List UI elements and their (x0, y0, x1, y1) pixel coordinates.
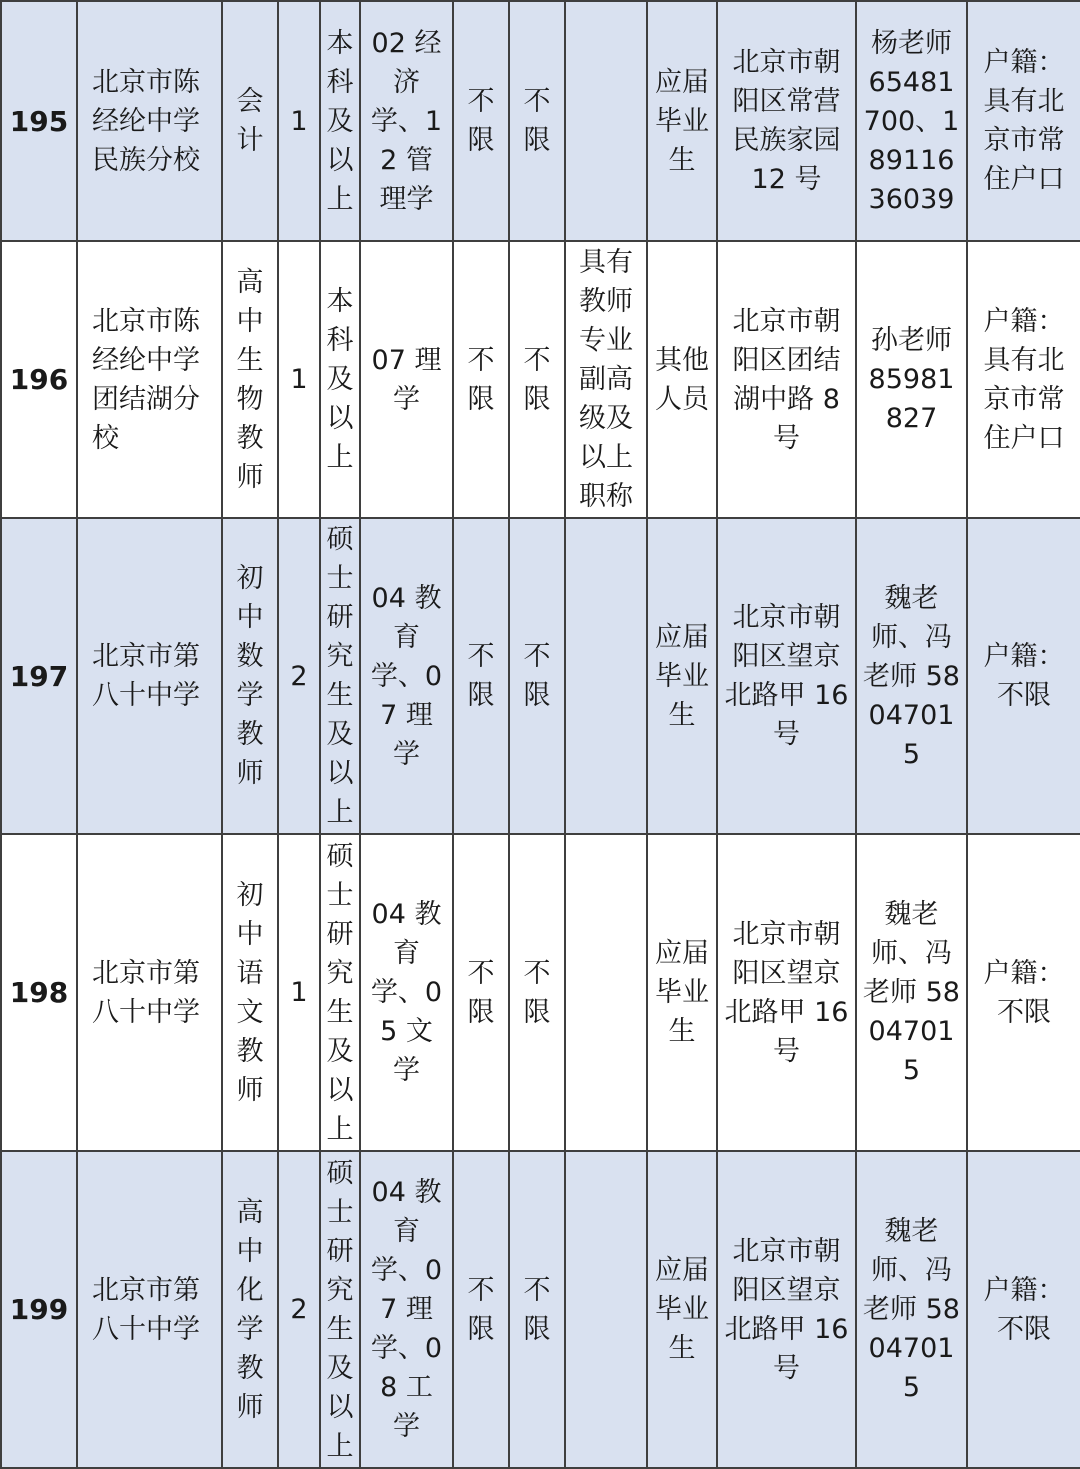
hire-count: 1 (278, 834, 320, 1151)
requirement-unrestricted-b: 不限 (509, 834, 565, 1151)
hire-count: 2 (278, 518, 320, 834)
position-name: 初中数学教师 (222, 518, 278, 834)
school-name: 北京市陈经纶中学团结湖分校 (77, 241, 222, 518)
hire-count: 1 (278, 241, 320, 518)
school-address: 北京市朝阳区望京北路甲 16 号 (717, 834, 856, 1151)
school-name: 北京市第八十中学 (77, 834, 222, 1151)
requirement-unrestricted-b: 不限 (509, 518, 565, 834)
school-address: 北京市朝阳区望京北路甲 16 号 (717, 1151, 856, 1468)
hukou-requirement: 户籍：不限 (967, 1151, 1080, 1468)
other-requirement (565, 834, 647, 1151)
education-requirement: 硕士研究生及以上 (320, 1151, 360, 1468)
contact-info: 孙老师 85981827 (856, 241, 967, 518)
major-requirement: 02 经济学、12 管理学 (360, 1, 453, 241)
hukou-requirement: 户籍：不限 (967, 834, 1080, 1151)
other-requirement (565, 518, 647, 834)
school-address: 北京市朝阳区常营民族家园 12 号 (717, 1, 856, 241)
applicant-type: 其他人员 (647, 241, 717, 518)
major-requirement: 04 教育学、07 理学、08 工学 (360, 1151, 453, 1468)
row-id: 195 (1, 1, 77, 241)
school-address: 北京市朝阳区望京北路甲 16 号 (717, 518, 856, 834)
school-name: 北京市陈经纶中学民族分校 (77, 1, 222, 241)
hukou-requirement: 户籍：具有北京市常住户口 (967, 1, 1080, 241)
major-requirement: 04 教育学、07 理学 (360, 518, 453, 834)
contact-info: 杨老师 65481700、18911636039 (856, 1, 967, 241)
requirement-unrestricted-a: 不限 (453, 834, 509, 1151)
school-name: 北京市第八十中学 (77, 1151, 222, 1468)
requirement-unrestricted-a: 不限 (453, 518, 509, 834)
contact-info: 魏老师、冯老师 58047015 (856, 518, 967, 834)
row-id: 197 (1, 518, 77, 834)
education-requirement: 硕士研究生及以上 (320, 834, 360, 1151)
requirement-unrestricted-b: 不限 (509, 1151, 565, 1468)
table-row (1, 1151, 1080, 1468)
applicant-type: 应届毕业生 (647, 834, 717, 1151)
contact-info: 魏老师、冯老师 58047015 (856, 1151, 967, 1468)
school-name: 北京市第八十中学 (77, 518, 222, 834)
major-requirement: 04 教育学、05 文学 (360, 834, 453, 1151)
hire-count: 2 (278, 1151, 320, 1468)
education-requirement: 本科及以上 (320, 241, 360, 518)
education-requirement: 本科及以上 (320, 1, 360, 241)
row-id: 198 (1, 834, 77, 1151)
applicant-type: 应届毕业生 (647, 1, 717, 241)
requirement-unrestricted-a: 不限 (453, 1151, 509, 1468)
table-row (1, 834, 1080, 1151)
other-requirement (565, 1, 647, 241)
requirement-unrestricted-b: 不限 (509, 1, 565, 241)
applicant-type: 应届毕业生 (647, 1151, 717, 1468)
table-row (1, 1, 1080, 241)
education-requirement: 硕士研究生及以上 (320, 518, 360, 834)
requirement-unrestricted-a: 不限 (453, 1, 509, 241)
hukou-requirement: 户籍：具有北京市常住户口 (967, 241, 1080, 518)
position-name: 初中语文教师 (222, 834, 278, 1151)
requirement-unrestricted-b: 不限 (509, 241, 565, 518)
row-id: 196 (1, 241, 77, 518)
other-requirement (565, 1151, 647, 1468)
requirement-unrestricted-a: 不限 (453, 241, 509, 518)
major-requirement: 07 理学 (360, 241, 453, 518)
other-requirement: 具有教师专业副高级及以上职称 (565, 241, 647, 518)
position-name: 高中生物教师 (222, 241, 278, 518)
hukou-requirement: 户籍：不限 (967, 518, 1080, 834)
contact-info: 魏老师、冯老师 58047015 (856, 834, 967, 1151)
table-row (1, 241, 1080, 518)
row-id: 199 (1, 1151, 77, 1468)
table-row (1, 518, 1080, 834)
school-address: 北京市朝阳区团结湖中路 8 号 (717, 241, 856, 518)
hire-count: 1 (278, 1, 320, 241)
applicant-type: 应届毕业生 (647, 518, 717, 834)
position-name: 会计 (222, 1, 278, 241)
position-name: 高中化学教师 (222, 1151, 278, 1468)
